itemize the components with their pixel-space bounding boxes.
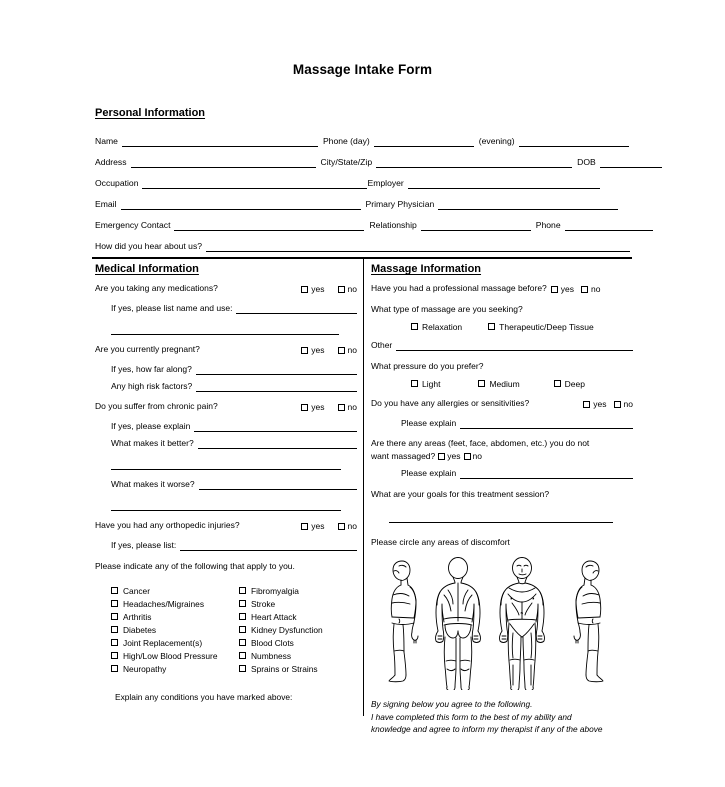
condition-label: Stroke [251, 598, 276, 609]
question-allergies-explain [371, 417, 633, 429]
condition-neuropathy[interactable] [111, 662, 239, 675]
input-address[interactable] [131, 158, 316, 168]
checkbox-icon[interactable] [111, 613, 118, 620]
condition-stroke[interactable] [239, 597, 367, 610]
condition-label: Headaches/Migraines [123, 598, 205, 609]
condition-label: High/Low Blood Pressure [123, 650, 218, 661]
figure-side-left [389, 561, 418, 682]
question-medications-sub-label: If yes, please list name and use: [111, 303, 233, 313]
massage-type-options [371, 322, 633, 332]
label-city-state-zip: City/State/Zip [320, 157, 373, 167]
checkbox-icon[interactable] [301, 347, 308, 354]
input-makes-better-continued[interactable] [111, 460, 341, 470]
row-name [95, 126, 630, 147]
checkbox-icon[interactable] [239, 626, 246, 633]
checkbox-icon[interactable] [111, 600, 118, 607]
input-emergency-phone[interactable] [565, 221, 653, 231]
question-orthopedic-sub-label: If yes, please list: [111, 540, 177, 550]
question-pregnant [95, 343, 357, 355]
question-avoid-explain [371, 467, 633, 479]
option-light[interactable] [371, 379, 440, 389]
checkbox-icon[interactable] [411, 380, 418, 387]
option-relaxation[interactable] [371, 322, 462, 332]
question-pregnant-how-far [95, 363, 357, 375]
condition-label: Cancer [123, 585, 150, 596]
condition-label: Diabetes [123, 624, 157, 635]
body-diagram[interactable] [373, 555, 623, 690]
question-orthopedic-sub [95, 539, 357, 551]
input-pregnant-how-far[interactable] [196, 365, 357, 375]
question-allergies-explain-label: Please explain [401, 418, 457, 428]
option-deep[interactable] [554, 379, 585, 389]
row-emergency-contact [95, 210, 630, 231]
figure-anterior [500, 558, 545, 691]
checkbox-icon[interactable] [438, 453, 445, 460]
question-high-risk [95, 380, 357, 392]
question-makes-worse [95, 478, 357, 490]
input-primary-physician[interactable] [438, 200, 618, 210]
checkbox-icon[interactable] [614, 401, 621, 408]
option-deep-label: Deep [564, 379, 585, 389]
condition-label: Fibromyalgia [251, 585, 299, 596]
input-occupation[interactable] [142, 179, 367, 189]
label-referral: How did you hear about us? [95, 241, 203, 251]
condition-label: Heart Attack [251, 611, 297, 622]
medical-information-section [95, 263, 357, 702]
checkbox-icon[interactable] [581, 286, 588, 293]
question-prior-massage-label: Have you had a professional massage before? [371, 283, 547, 293]
checkbox-icon[interactable] [554, 380, 561, 387]
checkbox-icon[interactable] [111, 587, 118, 594]
allergies-yes-label: yes [593, 399, 607, 409]
question-orthopedic-label: Have you had any orthopedic injuries? [95, 520, 240, 530]
label-name: Name [95, 136, 118, 146]
medications-yes-label: yes [311, 284, 325, 294]
question-pressure: What pressure do you prefer? [371, 361, 484, 371]
prior-massage-no-option[interactable] [581, 285, 600, 294]
conditions-checkbox-grid [111, 584, 357, 675]
label-phone-evening: (evening) [478, 136, 515, 146]
condition-numbness[interactable] [239, 649, 367, 662]
condition-label: Joint Replacement(s) [123, 637, 203, 648]
orthopedic-no-option[interactable] [338, 522, 357, 531]
avoid-yes-label: yes [447, 450, 461, 461]
label-other: Other [371, 340, 393, 350]
massage-information-section [371, 263, 633, 736]
signature-line-2: I have completed this form to the best of my ability and [371, 711, 572, 722]
option-medium-label: Medium [489, 379, 520, 389]
question-massage-type: What type of massage are you seeking? [371, 304, 523, 314]
checkbox-icon[interactable] [111, 639, 118, 646]
condition-label: Sprains or Strains [251, 663, 318, 674]
checkbox-icon[interactable] [111, 665, 118, 672]
input-makes-better[interactable] [198, 439, 357, 449]
checkbox-icon[interactable] [239, 600, 246, 607]
question-goals: What are your goals for this treatment session? [371, 489, 550, 499]
medical-information-heading: Medical Information [95, 263, 199, 275]
label-address: Address [95, 157, 127, 167]
personal-information-section [95, 107, 630, 252]
label-email: Email [95, 199, 117, 209]
question-pregnant-label: Are you currently pregnant? [95, 344, 200, 354]
question-chronic-explain [95, 420, 357, 432]
label-dob: DOB [577, 157, 596, 167]
option-medium[interactable] [478, 379, 519, 389]
avoid-no-label: no [472, 450, 482, 461]
option-therapeutic-label: Therapeutic/Deep Tissue [499, 322, 594, 332]
input-relationship[interactable] [421, 221, 531, 231]
input-phone-evening[interactable] [519, 137, 629, 147]
prior-massage-no-label: no [591, 284, 601, 294]
input-makes-worse-continued[interactable] [111, 501, 341, 511]
checkbox-icon[interactable] [583, 401, 590, 408]
condition-kidney-dysfunction[interactable] [239, 623, 367, 636]
question-medications-sub [95, 302, 357, 314]
orthopedic-yes-label: yes [311, 521, 325, 531]
condition-sprains-or-strains[interactable] [239, 662, 367, 675]
pregnant-yes-label: yes [311, 345, 325, 355]
pregnant-yes-option[interactable] [301, 346, 324, 355]
label-phone-day: Phone (day) [322, 136, 370, 146]
condition-diabetes[interactable] [111, 623, 239, 636]
input-employer[interactable] [408, 179, 600, 189]
question-pregnant-how-far-label: If yes, how far along? [111, 364, 192, 374]
medications-no-label: no [347, 284, 357, 294]
checkbox-icon[interactable] [478, 380, 485, 387]
question-allergies-label: Do you have any allergies or sensitivities? [371, 398, 530, 408]
condition-label: Neuropathy [123, 663, 167, 674]
input-city-state-zip[interactable] [376, 158, 572, 168]
condition-joint-replacements[interactable] [111, 636, 239, 649]
condition-blood-pressure[interactable] [111, 649, 239, 662]
input-orthopedic-list[interactable] [180, 541, 357, 551]
input-emergency-contact[interactable] [174, 221, 364, 231]
condition-label: Kidney Dysfunction [251, 624, 323, 635]
question-allergies [371, 397, 633, 409]
explain-conditions-note: Explain any conditions you have marked above: [115, 692, 293, 702]
allergies-no-option[interactable] [614, 400, 633, 409]
question-avoid-areas [371, 437, 633, 462]
question-prior-massage [371, 282, 633, 294]
chronic-pain-yes-label: yes [311, 402, 325, 412]
option-therapeutic-deep-tissue[interactable] [488, 322, 594, 332]
orthopedic-no-label: no [347, 521, 357, 531]
checkbox-icon[interactable] [111, 626, 118, 633]
massage-information-heading: Massage Information [371, 263, 482, 275]
medications-no-option[interactable] [338, 285, 357, 294]
condition-label: Numbness [251, 650, 292, 661]
checkbox-icon[interactable] [411, 323, 418, 330]
prior-massage-yes-label: yes [560, 284, 575, 294]
row-referral [95, 231, 630, 252]
checkbox-icon[interactable] [488, 323, 495, 330]
checkbox-icon[interactable] [301, 286, 308, 293]
conditions-intro: Please indicate any of the following that apply to you. [95, 561, 295, 571]
personal-information-heading: Personal Information [95, 107, 206, 119]
label-relationship: Relationship [369, 220, 417, 230]
checkbox-icon[interactable] [239, 587, 246, 594]
question-chronic-pain-label: Do you suffer from chronic pain? [95, 401, 218, 411]
question-medications-label: Are you taking any medications? [95, 283, 218, 293]
input-email[interactable] [121, 200, 361, 210]
circle-discomfort-note: Please circle any areas of discomfort [371, 537, 510, 547]
signature-agreement-text [371, 698, 633, 736]
checkbox-icon[interactable] [551, 286, 558, 293]
question-avoid-areas-line2: want massaged? [371, 450, 436, 461]
input-chronic-explain[interactable] [194, 422, 357, 432]
question-avoid-explain-label: Please explain [401, 468, 457, 478]
input-avoid-explain[interactable] [460, 469, 633, 479]
input-allergies-explain[interactable] [460, 419, 633, 429]
label-primary-physician: Primary Physician [365, 199, 435, 209]
question-chronic-explain-label: If yes, please explain [111, 421, 191, 431]
checkbox-icon[interactable] [239, 613, 246, 620]
question-orthopedic [95, 519, 357, 531]
input-dob[interactable] [600, 158, 662, 168]
allergies-no-label: no [623, 399, 633, 409]
row-email [95, 189, 630, 210]
label-employer: Employer [367, 178, 404, 188]
condition-blood-clots[interactable] [239, 636, 367, 649]
condition-label: Blood Clots [251, 637, 294, 648]
checkbox-icon[interactable] [239, 665, 246, 672]
row-address [95, 147, 630, 168]
section-divider-rule [92, 257, 632, 259]
condition-arthritis[interactable] [111, 610, 239, 623]
signature-line-1: By signing below you agree to the following. [371, 699, 533, 709]
question-makes-better-label: What makes it better? [111, 438, 194, 448]
orthopedic-yes-option[interactable] [301, 522, 324, 531]
figure-side-right [574, 561, 603, 682]
condition-headaches-migraines[interactable] [111, 597, 239, 610]
question-makes-better [95, 437, 357, 449]
input-high-risk[interactable] [196, 382, 357, 392]
input-phone-day[interactable] [374, 137, 474, 147]
option-relaxation-label: Relaxation [422, 322, 463, 332]
signature-line-3: knowledge and agree to inform my therapist if any of the above [371, 724, 603, 734]
row-occupation [95, 168, 630, 189]
condition-heart-attack[interactable] [239, 610, 367, 623]
chronic-pain-no-option[interactable] [338, 403, 357, 412]
input-goals[interactable] [389, 513, 613, 523]
checkbox-icon[interactable] [239, 639, 246, 646]
label-emergency-phone: Phone [535, 220, 561, 230]
question-high-risk-label: Any high risk factors? [111, 381, 193, 391]
checkbox-icon[interactable] [338, 286, 345, 293]
label-emergency-contact: Emergency Contact [95, 220, 171, 230]
allergies-yes-option[interactable] [583, 400, 606, 409]
checkbox-icon[interactable] [338, 523, 345, 530]
input-medications-list[interactable] [236, 304, 357, 314]
question-makes-worse-label: What makes it worse? [111, 479, 195, 489]
input-referral[interactable] [206, 242, 630, 252]
input-makes-worse[interactable] [199, 480, 357, 490]
medications-yes-option[interactable] [301, 285, 324, 294]
chronic-pain-yes-option[interactable] [301, 403, 324, 412]
input-medications-list-continued[interactable] [111, 325, 339, 335]
pregnant-no-label: no [347, 345, 357, 355]
pressure-options [371, 379, 633, 389]
prior-massage-yes-option[interactable] [551, 285, 574, 294]
checkbox-icon[interactable] [338, 404, 345, 411]
condition-label: Arthritis [123, 611, 152, 622]
checkbox-icon[interactable] [301, 523, 308, 530]
checkbox-icon[interactable] [464, 453, 471, 460]
condition-fibromyalgia[interactable] [239, 584, 367, 597]
condition-cancer[interactable] [111, 584, 239, 597]
input-other-massage-type[interactable] [396, 341, 633, 351]
label-occupation: Occupation [95, 178, 139, 188]
chronic-pain-no-label: no [347, 402, 357, 412]
question-avoid-areas-line1: Are there any areas (feet, face, abdomen, etc.) you do not [371, 438, 590, 448]
checkbox-icon[interactable] [338, 347, 345, 354]
page-title: Massage Intake Form [292, 62, 433, 77]
question-chronic-pain [95, 400, 357, 412]
pregnant-no-option[interactable] [338, 346, 357, 355]
checkbox-icon[interactable] [111, 652, 118, 659]
figure-posterior [436, 558, 481, 691]
option-light-label: Light [422, 379, 441, 389]
question-medications [95, 282, 357, 294]
row-other-massage-type [371, 340, 633, 351]
checkbox-icon[interactable] [239, 652, 246, 659]
input-name[interactable] [122, 137, 318, 147]
checkbox-icon[interactable] [301, 404, 308, 411]
